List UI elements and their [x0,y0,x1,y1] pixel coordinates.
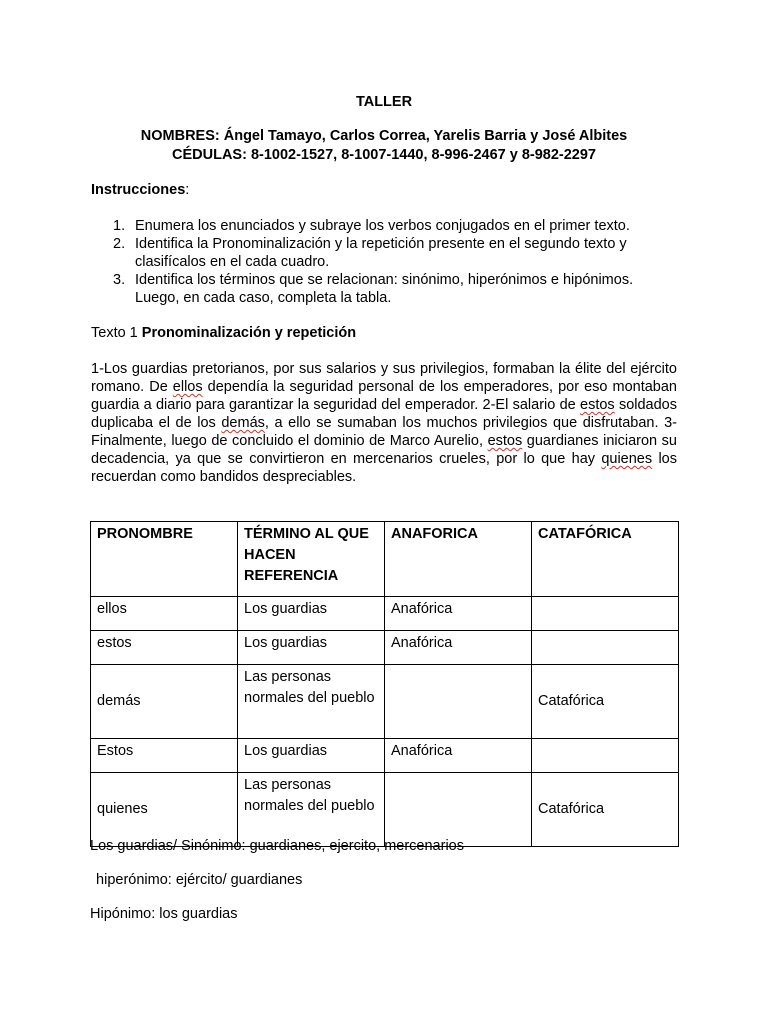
table-cell: demás [91,665,238,739]
table-cell: estos [91,631,238,665]
paragraph-segment: guardianes iniciaron su decadencia, ya que se convirtieron en mercenarios crueles, por lo que hay [91,433,677,467]
table-cell [385,665,532,739]
instructions-colon: : [185,182,190,198]
instruction-text: Enumera los enunciados y subraye los verbos conjugados en el primer texto. [135,218,630,234]
text-heading [91,325,356,341]
table-cell [385,773,532,847]
text-label: Texto 1 [91,325,142,341]
instruction-item [91,217,661,235]
instructions-heading [91,182,189,198]
table-cell: Catafórica [532,773,679,847]
hyponym-line: Hipónimo: los guardias [90,906,238,922]
header-cell: CATAFÓRICA [532,522,679,597]
table-cell: Las personas normales del pueblo [238,773,385,847]
table-cell: Las personas normales del pueblo [238,665,385,739]
table-cell: Catafórica [532,665,679,739]
table-cell [532,739,679,773]
instruction-item [91,235,661,271]
student-names: NOMBRES: Ángel Tamayo, Carlos Correa, Yarelis Barria y José Albites [140,128,628,144]
paragraph-segment: soldados duplicaba el de los [91,397,677,431]
synonym-line: Los guardias/ Sinónimo: guardianes, ejercito, mercenarios [90,838,464,854]
instructions-label: Instrucciones [91,182,186,198]
student-ids: CÉDULAS: 8-1002-1527, 8-1007-1440, 8-996-2467 y 8-982-2297 [172,147,596,163]
table-cell: Estos [91,739,238,773]
table-cell: Los guardias [238,597,385,631]
instruction-text: Identifica los términos que se relacionan: sinónimo, hiperónimos e hipónimos. Luego, en cada caso, completa la tabla. [135,272,634,306]
table-cell: Los guardias [238,739,385,773]
instruction-number: 2. [113,236,126,252]
table-cell [532,631,679,665]
underlined-word: estos [580,397,615,413]
table-row [91,631,679,665]
table-row [91,597,679,631]
instructions-list [91,217,661,307]
document-title: TALLER [355,94,413,110]
underlined-word: demás [221,415,265,431]
table-row [91,665,679,739]
paragraph-segment: dependía la seguridad personal de los emperadores, por eso montaban guardia a diario para garantizar la seguridad del emperador. 2-El salario de [91,379,677,413]
table-header-row [91,522,679,597]
table-cell: Anafórica [385,597,532,631]
table-cell: Los guardias [238,631,385,665]
reading-paragraph [91,360,677,486]
table-cell: quienes [91,773,238,847]
table-row [91,739,679,773]
header-cell: TÉRMINO AL QUE HACEN REFERENCIA [238,522,385,597]
underlined-word: estos [487,433,523,449]
hyperonym-line: hiperónimo: ejército/ guardianes [92,872,303,888]
header-cell: PRONOMBRE [91,522,238,597]
text-title: Pronominalización y repetición [141,325,357,341]
table-cell [532,597,679,631]
table-row [91,773,679,847]
paragraph-segment: , a ello se sumaban los muchos privilegios que disfrutaban. 3-Finalmente, luego de concluido el dominio de Marco Aurelio, [91,415,677,449]
pronoun-table [90,521,679,847]
table-cell: ellos [91,597,238,631]
table-cell: Anafórica [385,739,532,773]
instruction-text: Identifica la Pronominalización y la repetición presente en el segundo texto y clasifícalos en el cada cuadro. [135,236,627,270]
instruction-item [91,271,661,307]
instruction-number: 1. [113,218,126,234]
underlined-word: ellos [172,379,203,395]
instruction-number: 3. [113,272,126,288]
table-cell: Anafórica [385,631,532,665]
paragraph-segment: 1-Los guardias pretorianos, por sus salarios y sus privilegios, formaban la élite del ejército romano. De [91,361,677,395]
underlined-word: quienes [601,451,653,467]
paragraph-segment: los recuerdan como bandidos despreciables. [91,451,677,485]
header-cell: ANAFORICA [385,522,532,597]
